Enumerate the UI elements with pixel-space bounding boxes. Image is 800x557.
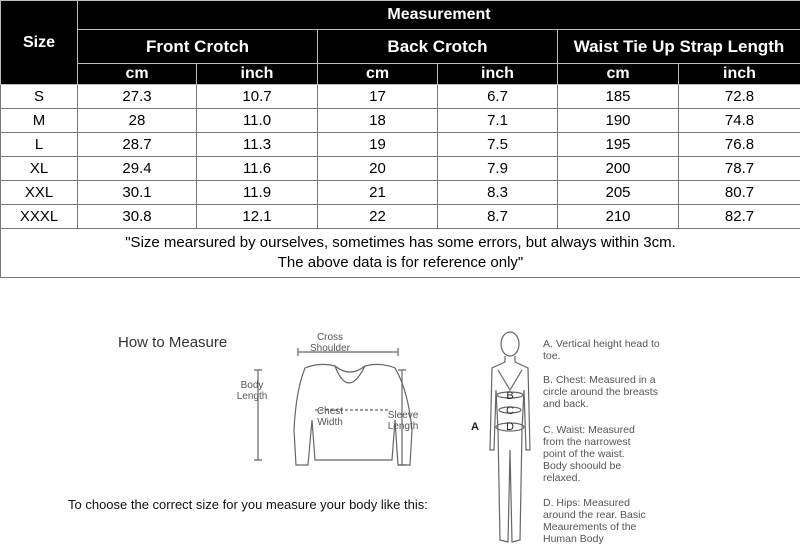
table-row: [1, 109, 800, 133]
body-diagram: [480, 330, 540, 550]
measurement-header: Measurement: [78, 1, 800, 30]
chest-width-label: Chest Width: [316, 406, 344, 428]
table-cell: 185: [558, 85, 679, 109]
table-cell: 10.7: [197, 85, 318, 109]
table-cell: 195: [558, 133, 679, 157]
table-cell: 28.7: [78, 133, 197, 157]
unit-header: inch: [438, 64, 558, 85]
choose-size-text: To choose the correct size for you measure your body like this:: [68, 497, 428, 512]
size-cell: XXL: [1, 181, 78, 205]
table-cell: 20: [318, 157, 438, 181]
table-cell: 29.4: [78, 157, 197, 181]
table-cell: 11.9: [197, 181, 318, 205]
size-cell: M: [1, 109, 78, 133]
table-cell: 7.5: [438, 133, 558, 157]
table-cell: 205: [558, 181, 679, 205]
table-cell: 210: [558, 205, 679, 229]
table-cell: 18: [318, 109, 438, 133]
table-cell: 19: [318, 133, 438, 157]
table-cell: 30.8: [78, 205, 197, 229]
size-cell: XXXL: [1, 205, 78, 229]
note-line-1: "Size mearsured by ourselves, sometimes has some errors, but always within 3cm.: [125, 234, 676, 251]
table-cell: 74.8: [679, 109, 800, 133]
table-cell: 11.0: [197, 109, 318, 133]
table-cell: 30.1: [78, 181, 197, 205]
unit-header: cm: [318, 64, 438, 85]
size-cell: L: [1, 133, 78, 157]
table-cell: 17: [318, 85, 438, 109]
letter-d: D: [506, 421, 514, 433]
desc-b: B. Chest: Measured in a circle around the breasts and back.: [543, 374, 658, 410]
table-cell: 27.3: [78, 85, 197, 109]
table-row: [1, 157, 800, 181]
table-cell: 11.3: [197, 133, 318, 157]
sleeve-length-label: Sleeve Length: [387, 410, 419, 432]
desc-a: A. Vertical height head to toe.: [543, 338, 660, 362]
table-cell: 72.8: [679, 85, 800, 109]
note: [1, 229, 800, 278]
strap-length-header: Waist Tie Up Strap Length: [558, 30, 800, 64]
table-cell: 190: [558, 109, 679, 133]
size-chart-table: [0, 0, 800, 278]
size-header: Size: [1, 1, 78, 85]
table-cell: 12.1: [197, 205, 318, 229]
how-to-measure-title: How to Measure: [118, 334, 228, 351]
body-length-label: Body Length: [236, 380, 268, 402]
table-cell: 22: [318, 205, 438, 229]
back-crotch-header: Back Crotch: [318, 30, 558, 64]
table-cell: 200: [558, 157, 679, 181]
table-cell: 6.7: [438, 85, 558, 109]
size-cell: XL: [1, 157, 78, 181]
desc-d: D. Hips: Measured around the rear. Basic Meaurements of the Human Body: [543, 497, 646, 545]
table-cell: 11.6: [197, 157, 318, 181]
note-line-2: The above data is for reference only": [277, 254, 524, 271]
table-cell: 80.7: [679, 181, 800, 205]
table-cell: 78.7: [679, 157, 800, 181]
table-cell: 8.3: [438, 181, 558, 205]
unit-header: cm: [78, 64, 197, 85]
table-cell: 7.1: [438, 109, 558, 133]
letter-a: A: [471, 421, 479, 433]
table-row: [1, 205, 800, 229]
table-cell: 82.7: [679, 205, 800, 229]
table-cell: 76.8: [679, 133, 800, 157]
letter-c: C: [506, 405, 514, 417]
desc-c: C. Waist: Measured from the narrowest point of the waist. Body shoould be relaxed.: [543, 424, 635, 484]
size-cell: S: [1, 85, 78, 109]
unit-header: inch: [679, 64, 800, 85]
cross-shoulder-label: Cross Shoulder: [309, 332, 351, 354]
unit-header: cm: [558, 64, 679, 85]
table-row: [1, 85, 800, 109]
table-row: [1, 133, 800, 157]
letter-b: B: [506, 390, 514, 402]
table-cell: 21: [318, 181, 438, 205]
unit-header: inch: [197, 64, 318, 85]
front-crotch-header: Front Crotch: [78, 30, 318, 64]
table-cell: 7.9: [438, 157, 558, 181]
table-row: [1, 181, 800, 205]
table-cell: 28: [78, 109, 197, 133]
table-cell: 8.7: [438, 205, 558, 229]
